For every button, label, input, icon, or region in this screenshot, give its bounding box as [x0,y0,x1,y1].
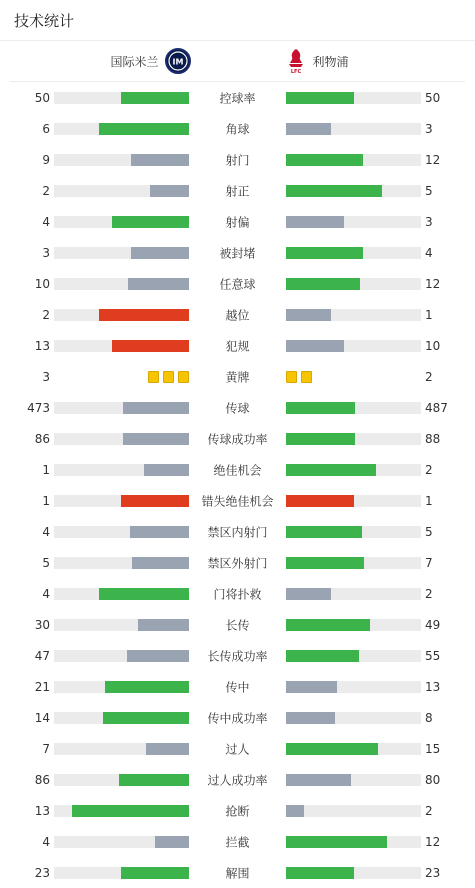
yellow-card-icon [178,371,189,383]
stat-label: 控球率 [219,91,256,105]
stat-row [0,423,475,454]
home-value: 50 [34,90,50,105]
home-bar-fill [150,185,189,197]
home-bar-track [54,185,189,197]
home-bar-fill [103,712,189,724]
home-bar-fill [128,278,189,290]
stat-label: 长传 [225,618,250,632]
away-value: 5 [425,183,433,198]
home-bar-track [54,123,189,135]
home-value: 86 [34,431,50,446]
home-bar-track [54,650,189,662]
away-bar-track [286,278,421,290]
home-bar-track [54,247,189,259]
home-bar-fill [123,402,189,414]
page-title: 技术统计 [14,11,75,30]
home-value: 5 [42,555,50,570]
away-bar-fill [286,123,331,135]
away-bar-track [286,464,421,476]
stat-row [0,702,475,733]
away-bar-track [286,433,421,445]
away-bar-track [286,154,421,166]
home-team[interactable] [10,48,191,74]
away-bar-fill [286,247,363,259]
away-bar-track [286,123,421,135]
home-team-name: 国际米兰 [110,54,159,69]
away-bar-fill [286,216,344,228]
away-bar-fill [286,836,387,848]
home-bar-track [54,402,189,414]
stat-label: 禁区外射门 [207,556,268,570]
stat-row [0,485,475,516]
stat-row [0,330,475,361]
away-value: 3 [425,121,433,136]
stat-row [0,826,475,857]
stat-label: 传球成功率 [207,432,268,446]
home-bar-fill [155,836,189,848]
away-value: 7 [425,555,433,570]
away-bar-fill [286,278,360,290]
away-bar-fill [286,588,331,600]
home-bar-fill [131,154,189,166]
home-bar-track [54,805,189,817]
home-value: 30 [34,617,50,632]
away-value: 5 [425,524,433,539]
away-value: 49 [425,617,441,632]
away-bar-track [286,402,421,414]
away-bar-track [286,681,421,693]
away-value: 4 [425,245,433,260]
away-bar-fill [286,464,376,476]
home-value: 13 [34,803,50,818]
yellow-card-icon [301,371,312,383]
home-bar-track [54,278,189,290]
stat-row [0,857,475,888]
home-bar-track [54,588,189,600]
away-team-name: 利物浦 [312,54,349,69]
away-value: 2 [425,586,433,601]
svg-text:LFC: LFC [290,69,301,75]
away-value: 50 [425,90,441,105]
stat-label: 黄牌 [225,370,250,384]
away-bar-fill [286,433,355,445]
home-bar-fill [123,433,189,445]
stat-label: 门将扑救 [213,587,262,601]
home-bar-fill [146,743,189,755]
home-bar-track [54,216,189,228]
stat-row [0,392,475,423]
stat-label: 犯规 [225,339,250,353]
stat-row [0,795,475,826]
home-bar-track [54,526,189,538]
away-bar-fill [286,154,363,166]
home-bar-track [54,774,189,786]
away-bar-track [286,340,421,352]
yellow-card-icon [286,371,297,383]
home-bar-track [54,557,189,569]
stat-label: 过人成功率 [207,773,268,787]
away-bar-track [286,247,421,259]
away-bar-track [286,774,421,786]
home-bar-fill [121,92,189,104]
stat-label: 拦截 [225,835,250,849]
liverpool-logo-icon [285,47,307,75]
teams-bar [10,41,465,82]
away-value: 55 [425,648,441,663]
home-bar-track [54,712,189,724]
away-bar-track [286,495,421,507]
home-yellow-cards [148,371,189,383]
stat-row [0,268,475,299]
home-value: 21 [34,679,50,694]
stat-label: 错失绝佳机会 [201,494,274,508]
away-bar-fill [286,805,304,817]
stat-label: 绝佳机会 [213,463,262,477]
home-value: 1 [42,462,50,477]
stat-label: 禁区内射门 [207,525,268,539]
home-bar-fill [99,123,189,135]
away-bar-track [286,650,421,662]
away-value: 12 [425,834,441,849]
home-value: 2 [42,183,50,198]
home-bar-track [54,836,189,848]
stat-row [0,237,475,268]
stat-label: 长传成功率 [207,649,268,663]
away-value: 80 [425,772,441,787]
home-bar-track [54,867,189,879]
stat-label: 任意球 [219,277,256,291]
away-bar-track [286,867,421,879]
home-bar-track [54,681,189,693]
away-value: 2 [425,369,433,384]
stat-label: 角球 [225,122,250,136]
home-value: 86 [34,772,50,787]
away-bar-track [286,557,421,569]
away-bar-fill [286,712,335,724]
away-bar-fill [286,774,351,786]
home-bar-fill [112,216,189,228]
home-value: 1 [42,493,50,508]
home-value: 4 [42,524,50,539]
away-bar-fill [286,309,331,321]
page-header [0,0,475,41]
stat-label: 射偏 [225,215,250,229]
away-bar-fill [286,185,382,197]
home-value: 9 [42,152,50,167]
stat-row [0,206,475,237]
away-bar-fill [286,526,362,538]
away-bar-fill [286,92,354,104]
home-bar-fill [127,650,189,662]
yellow-card-icon [163,371,174,383]
stat-label: 被封堵 [219,246,256,260]
home-bar-fill [138,619,189,631]
home-bar-track [54,154,189,166]
stat-label: 越位 [225,308,250,322]
stat-row [0,361,475,392]
away-bar-fill [286,495,354,507]
away-bar-track [286,185,421,197]
home-value: 4 [42,834,50,849]
home-bar-track [54,309,189,321]
away-bar-fill [286,867,354,879]
home-bar-fill [130,526,189,538]
stat-label: 射门 [225,153,250,167]
stat-row [0,82,475,113]
stat-label: 传中成功率 [207,711,268,725]
home-bar-track [54,743,189,755]
stat-label: 传中 [225,680,250,694]
stat-row [0,175,475,206]
away-team[interactable] [285,47,466,75]
home-value: 14 [34,710,50,725]
home-bar-track [54,433,189,445]
home-value: 10 [34,276,50,291]
stat-row [0,733,475,764]
stat-row [0,454,475,485]
stat-label: 传球 [225,401,250,415]
away-value: 487 [425,400,448,415]
away-bar-track [286,836,421,848]
stat-row [0,640,475,671]
home-bar-fill [132,557,189,569]
yellow-card-icon [148,371,159,383]
away-value: 12 [425,276,441,291]
away-bar-track [286,619,421,631]
away-value: 2 [425,462,433,477]
away-bar-fill [286,402,355,414]
away-bar-track [286,712,421,724]
away-value: 13 [425,679,441,694]
home-bar-fill [131,247,189,259]
away-bar-track [286,309,421,321]
home-bar-fill [119,774,189,786]
away-bar-track [286,588,421,600]
away-bar-fill [286,557,364,569]
inter-milan-logo-icon [165,48,191,74]
home-value: 2 [42,307,50,322]
home-bar-fill [72,805,189,817]
away-bar-fill [286,743,378,755]
away-bar-track [286,216,421,228]
stat-row [0,609,475,640]
home-value: 3 [42,245,50,260]
home-value: 6 [42,121,50,136]
away-value: 1 [425,493,433,508]
stat-row [0,299,475,330]
home-bar-track [54,92,189,104]
home-value: 7 [42,741,50,756]
home-bar-fill [99,588,189,600]
away-value: 12 [425,152,441,167]
stat-row [0,671,475,702]
home-bar-fill [121,867,189,879]
home-value: 473 [27,400,50,415]
away-yellow-cards [286,371,312,383]
home-bar-track [54,340,189,352]
home-value: 23 [34,865,50,880]
away-value: 8 [425,710,433,725]
away-bar-track [286,526,421,538]
stat-label: 过人 [225,742,250,756]
stat-row [0,764,475,795]
home-bar-fill [105,681,189,693]
away-value: 23 [425,865,441,880]
stat-row [0,578,475,609]
away-bar-track [286,805,421,817]
home-bar-fill [144,464,189,476]
stat-row [0,547,475,578]
away-bar-fill [286,340,344,352]
away-value: 1 [425,307,433,322]
away-value: 3 [425,214,433,229]
away-bar-track [286,743,421,755]
away-value: 2 [425,803,433,818]
away-value: 15 [425,741,441,756]
home-bar-track [54,495,189,507]
home-bar-fill [99,309,189,321]
stat-label: 射正 [225,184,250,198]
home-value: 47 [34,648,50,663]
away-bar-fill [286,650,359,662]
home-bar-fill [121,495,189,507]
svg-text:IM: IM [172,57,183,67]
home-value: 4 [42,586,50,601]
stat-row [0,144,475,175]
away-bar-fill [286,681,337,693]
away-bar-fill [286,619,370,631]
away-value: 10 [425,338,441,353]
home-value: 4 [42,214,50,229]
away-bar-track [286,92,421,104]
home-value: 13 [34,338,50,353]
stat-label: 解围 [225,866,250,880]
stat-row [0,516,475,547]
stat-label: 抢断 [225,804,250,818]
home-value: 3 [42,369,50,384]
away-value: 88 [425,431,441,446]
home-bar-track [54,619,189,631]
home-bar-fill [112,340,189,352]
stat-row [0,113,475,144]
home-bar-track [54,464,189,476]
